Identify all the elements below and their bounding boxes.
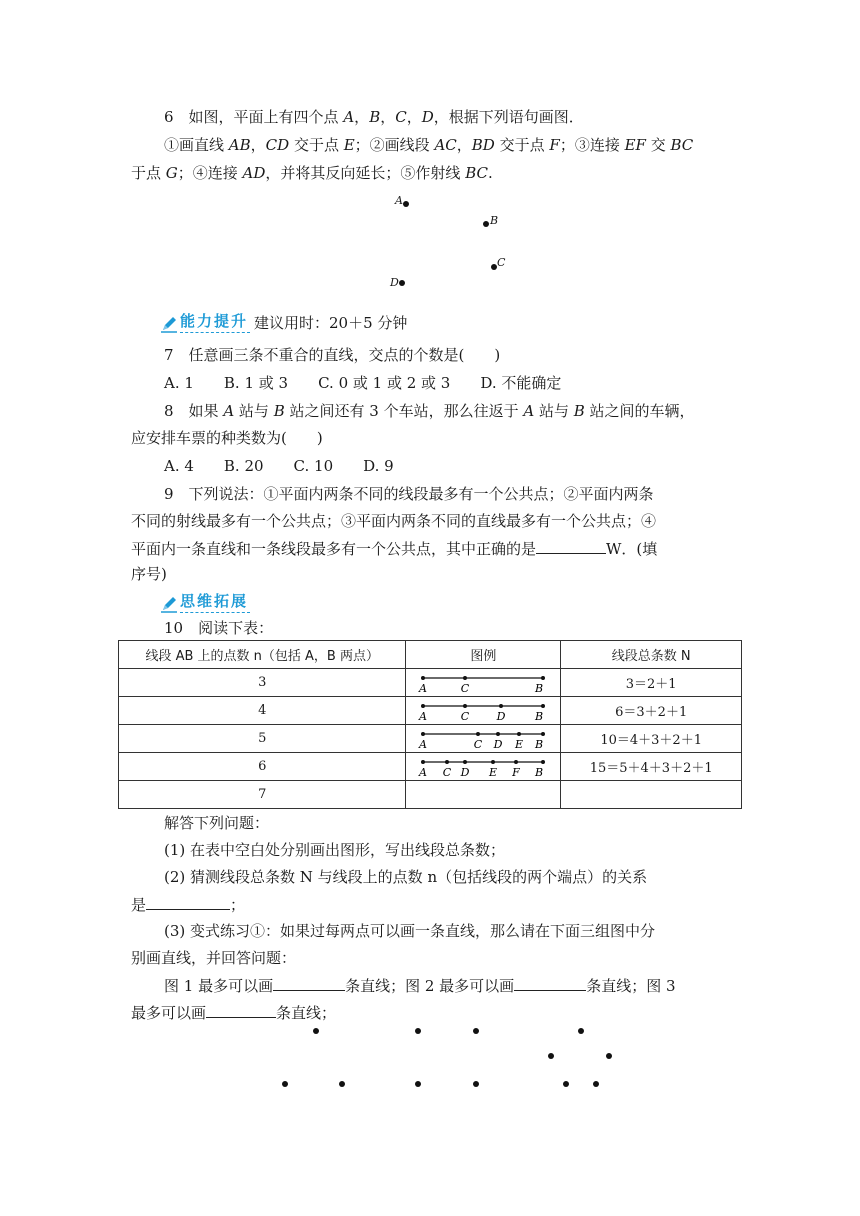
point-label: E	[515, 737, 524, 751]
table-cell-n: 4	[119, 697, 406, 725]
point-label: A	[419, 709, 428, 723]
table-cell-n: 5	[119, 725, 406, 753]
table-cell-figure	[406, 725, 561, 753]
answer-blank[interactable]	[536, 537, 606, 554]
q10-part-3-fig-line-2	[131, 1001, 336, 1024]
q10-intro: 10 阅读下表：	[164, 619, 274, 637]
table-cell-total: 3＝2＋1	[561, 669, 742, 697]
figure-2-point	[415, 1028, 421, 1034]
point-label: B	[535, 737, 544, 751]
point-label: C	[461, 681, 470, 695]
answer-blank[interactable]	[146, 893, 230, 910]
q8-text: B	[573, 402, 585, 420]
q8-text: 站之间还有 3 个车站，那么往返于	[284, 402, 524, 420]
answer-intro: 解答下列问题：	[164, 814, 270, 832]
figure-1-point	[313, 1028, 319, 1034]
q7-options: A. 1 B. 1 或 3 C. 0 或 1 或 2 或 3 D. 不能确定	[164, 374, 562, 392]
answer-blank[interactable]	[206, 1001, 276, 1018]
q8-line-1	[164, 400, 695, 422]
point-label: B	[535, 681, 544, 695]
q8-options: A. 4 B. 20 C. 10 D. 9	[164, 457, 394, 475]
q8-text: 站与	[534, 402, 574, 420]
q9-line-4: 序号)	[131, 565, 167, 583]
point-label: A	[419, 681, 428, 695]
q8-text: A	[523, 402, 535, 420]
table-cell-total: 10＝4＋3＋2＋1	[561, 725, 742, 753]
figure-3-point	[548, 1053, 554, 1059]
q8-text: 站与	[234, 402, 274, 420]
q10-text: ；	[230, 896, 246, 914]
q6-text: ；④连接	[177, 164, 243, 182]
point-label: C	[461, 709, 470, 723]
q6-text: ①画直线	[164, 136, 229, 154]
segment-table	[118, 640, 742, 809]
q6-text: ，	[406, 108, 422, 126]
point-label: D	[460, 765, 470, 779]
suggested-time: 建议用时：20＋5 分钟	[254, 314, 408, 332]
segment-figure	[418, 727, 548, 751]
figure-3-point	[563, 1081, 569, 1087]
q6-text: G	[165, 164, 178, 182]
point-b	[483, 221, 489, 227]
q10-part-3: (3) 变式练习①：如果过每两点可以画一条直线，那么请在下面三组图中分	[164, 922, 656, 940]
q6-text: 6 如图，平面上有四个点	[164, 108, 344, 126]
q8-line-2: 应安排车票的种类数为( )	[131, 429, 323, 447]
q6-text: BD	[471, 136, 495, 154]
q6-text: 交	[645, 136, 671, 154]
q6-text: ，根据下列语句画图．	[433, 108, 584, 126]
figure-3-point	[593, 1081, 599, 1087]
segment-figure	[418, 755, 548, 779]
table-cell-figure	[406, 753, 561, 781]
q6-text: ，	[250, 136, 266, 154]
q6-text: D	[421, 108, 434, 126]
q6-text: A	[343, 108, 355, 126]
pencil-icon	[160, 595, 178, 613]
q6-text: ，	[354, 108, 370, 126]
q6-text: AB	[228, 136, 251, 154]
answer-blank[interactable]	[514, 974, 586, 991]
point-a-label: A	[395, 194, 403, 207]
point-d-label: D	[390, 276, 399, 289]
figure-1-point	[339, 1081, 345, 1087]
q9-line-1: 9 下列说法：①平面内两条不同的线段最多有一个公共点；②平面内两条	[164, 485, 654, 503]
point-label: F	[512, 765, 521, 779]
q10-text: 条直线；	[276, 1004, 337, 1022]
section-thinking	[160, 590, 250, 613]
q6-text: 于点	[131, 164, 166, 182]
figure-2-point	[415, 1081, 421, 1087]
q10-text: 最多可以画	[131, 1004, 207, 1022]
q9-line-3	[131, 537, 657, 560]
table-row	[119, 781, 742, 809]
point-b-label: B	[490, 214, 499, 227]
table-row	[119, 697, 742, 725]
q10-part-1: (1) 在表中空白处分别画出图形，写出线段总条数；	[164, 841, 506, 859]
q6-text: F	[549, 136, 560, 154]
q10-part-3-fig-line	[164, 974, 676, 997]
q10-part-2-cont	[131, 893, 245, 916]
segment-figure	[418, 699, 548, 723]
segment-figure	[418, 671, 548, 695]
q10-text: 条直线；图 2 最多可以画	[345, 977, 515, 995]
q6-text: 交于点	[289, 136, 344, 154]
table-header: 图例	[406, 641, 561, 669]
q6-text: EF	[624, 136, 646, 154]
table-row	[119, 753, 742, 781]
q6-text: E	[343, 136, 355, 154]
point-label: A	[419, 765, 428, 779]
figure-3-point	[578, 1028, 584, 1034]
point-c-label: C	[497, 256, 506, 269]
q6-line-1	[164, 106, 584, 128]
q6-text: ，	[456, 136, 472, 154]
figure-2-point	[473, 1081, 479, 1087]
table-cell-figure-empty[interactable]	[406, 781, 561, 809]
q6-text: ，	[380, 108, 396, 126]
point-c	[491, 264, 497, 270]
table-header-row	[119, 641, 742, 669]
point-label: D	[493, 737, 503, 751]
point-label: E	[489, 765, 498, 779]
q6-text: BC	[465, 164, 488, 182]
table-cell-total: 15＝5＋4＋3＋2＋1	[561, 753, 742, 781]
q8-text: B	[273, 402, 285, 420]
table-header: 线段 AB 上的点数 n（包括 A，B 两点）	[119, 641, 406, 669]
q7-stem: 7 任意画三条不重合的直线，交点的个数是( )	[164, 346, 501, 364]
point-label: B	[535, 765, 544, 779]
point-label: C	[474, 737, 483, 751]
table-row	[119, 669, 742, 697]
q6-text: BC	[670, 136, 694, 154]
q10-text: 图 1 最多可以画	[164, 977, 274, 995]
table-row	[119, 725, 742, 753]
point-label: A	[419, 737, 428, 751]
q6-text: 交于点	[494, 136, 550, 154]
q9-text: W．(填	[606, 540, 658, 558]
point-label: C	[443, 765, 452, 779]
table-cell-n: 3	[119, 669, 406, 697]
table-cell-n: 7	[119, 781, 406, 809]
point-a	[403, 201, 409, 207]
q9-line-2: 不同的射线最多有一个公共点；③平面内两条不同的直线最多有一个公共点；④	[131, 512, 657, 530]
point-d	[399, 280, 405, 286]
table-cell-n: 6	[119, 753, 406, 781]
section-ability	[160, 310, 407, 333]
q10-part-2: (2) 猜测线段总条数 N 与线段上的点数 n（包括线段的两个端点）的关系	[164, 868, 648, 886]
table-cell-figure	[406, 669, 561, 697]
q6-line-2	[164, 134, 693, 156]
q8-text: 8 如果	[164, 402, 224, 420]
answer-blank[interactable]	[273, 974, 345, 991]
q6-text: ；③连接	[559, 136, 625, 154]
table-cell-figure	[406, 697, 561, 725]
q6-text: B	[369, 108, 381, 126]
table-cell-total-empty[interactable]	[561, 781, 742, 809]
point-label: B	[535, 709, 544, 723]
q6-text: AC	[434, 136, 457, 154]
figure-2-point	[473, 1028, 479, 1034]
q8-text: 站之间的车辆，	[584, 402, 695, 420]
q10-text: 是	[131, 896, 147, 914]
q8-text: A	[223, 402, 235, 420]
section-ability-label: 能力提升	[180, 310, 250, 333]
q6-text: ；②画线段	[354, 136, 435, 154]
q6-text: C	[395, 108, 407, 126]
q10-part-3-cont: 别画直线，并回答问题：	[131, 949, 297, 967]
q10-text: 条直线；图 3	[586, 977, 676, 995]
section-thinking-label: 思维拓展	[180, 590, 250, 613]
q6-text: AD	[242, 164, 266, 182]
q6-text: ，并将其反向延长；⑤作射线	[265, 164, 466, 182]
q6-text: .	[487, 164, 493, 182]
q9-text: 平面内一条直线和一条线段最多有一个公共点，其中正确的是	[131, 540, 537, 558]
q6-text: CD	[265, 136, 290, 154]
table-header: 线段总条数 N	[561, 641, 742, 669]
figure-3-point	[606, 1053, 612, 1059]
pencil-icon	[160, 315, 178, 333]
q6-line-3	[131, 162, 493, 184]
table-cell-total: 6＝3＋2＋1	[561, 697, 742, 725]
figure-1-point	[282, 1081, 288, 1087]
point-label: D	[496, 709, 506, 723]
